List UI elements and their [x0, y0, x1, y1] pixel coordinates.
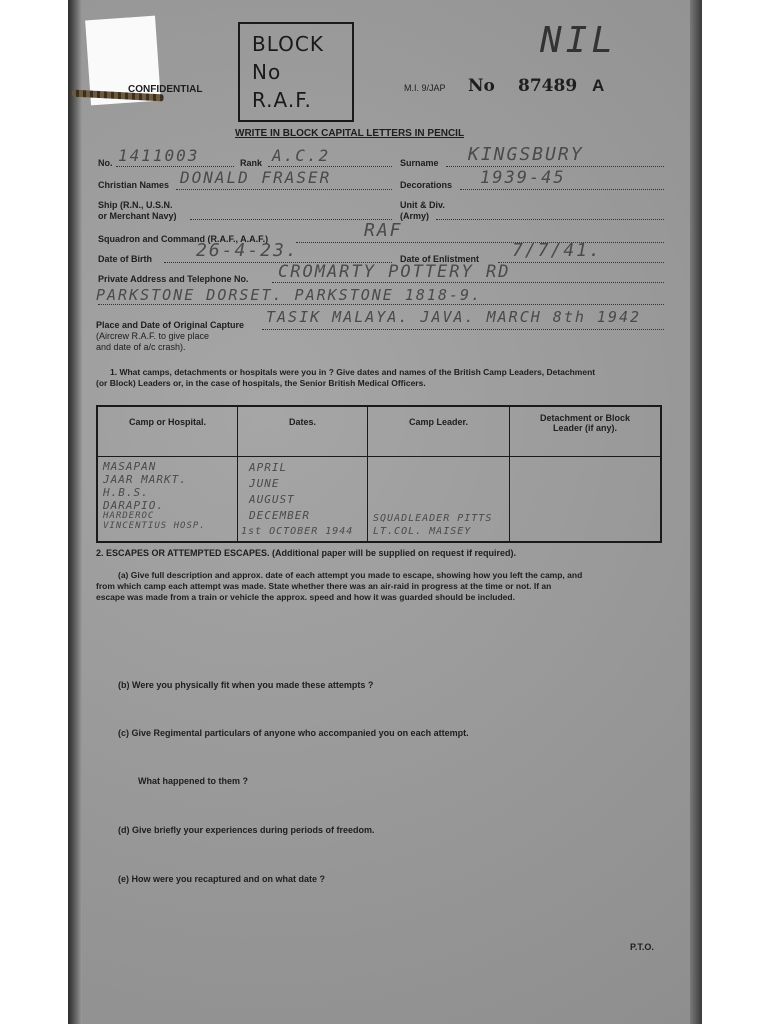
surname-value: KINGSBURY [468, 144, 584, 165]
christian-names-value: DONALD FRASER [180, 168, 332, 187]
list-item: HARDEROC [103, 511, 155, 521]
unit-label-2: (Army) [400, 211, 430, 221]
camps-table [96, 405, 662, 543]
list-item: VINCENTIUS HOSP. [103, 521, 206, 531]
no-label: No. [98, 158, 113, 168]
list-item: DECEMBER [249, 509, 310, 522]
q2a-line-1: (a) Give full description and approx. date of each attempt you made to escape, showing how you left the camp, and [118, 570, 583, 580]
q2d-text: (d) Give briefly your experiences during periods of freedom. [118, 825, 375, 835]
form-number: 87489 [518, 76, 578, 96]
capture-label-3: and date of a/c crash). [96, 342, 186, 352]
list-item: APRIL [249, 461, 288, 474]
q2c-text: (c) Give Regimental particulars of anyone who accompanied you on each attempt. [118, 728, 469, 738]
q2b-text: (b) Were you physically fit when you made these attempts ? [118, 680, 374, 690]
list-item: 1st OCTOBER 1944 [241, 526, 354, 537]
col-detachment-header [510, 406, 662, 457]
form-reference: M.I. 9/JAP [404, 83, 446, 93]
list-item: SQUADLEADER PITTS [373, 513, 493, 524]
detachment-cell [510, 457, 662, 543]
q2e-text: (e) How were you recaptured and on what date ? [118, 874, 326, 884]
squadron-label: Squadron and Command (R.A.F., A.A.F.) [98, 234, 269, 244]
rank-label: Rank [240, 158, 263, 168]
unit-label-1: Unit & Div. [400, 200, 445, 210]
decorations-value: 1939-45 [480, 168, 566, 188]
ship-label-1: Ship (R.N., U.S.N. [98, 200, 173, 210]
list-item: H.B.S. [103, 486, 149, 499]
squadron-value: RAF [364, 220, 403, 241]
pencil-instruction: WRITE IN BLOCK CAPITAL LETTERS IN PENCIL [235, 128, 465, 139]
address-line-2: PARKSTONE DORSET. PARKSTONE 1818-9. [96, 286, 483, 304]
christian-names-label: Christian Names [98, 180, 170, 190]
col-dates-header: Dates. [238, 406, 368, 457]
q1-text-1: 1. What camps, detachments or hospitals were you in ? Give dates and names of the British Camp Leaders, Detachment [110, 367, 596, 377]
capture-value: TASIK MALAYA. JAVA. MARCH 8th 1942 [266, 308, 642, 326]
camps-cell [97, 457, 238, 543]
block-raf-stamp [238, 22, 354, 122]
leader-cell [368, 457, 510, 543]
col-detachment-line-2: Leader (if any). [552, 423, 617, 433]
list-item: DARAPIO. [103, 499, 164, 512]
form-suffix: A [592, 76, 605, 95]
q1-text-2: (or Block) Leaders or, in the case of hospitals, the Senior British Medical Officers. [96, 378, 426, 388]
stamp-line-1: BLOCK [252, 32, 324, 56]
enlistment-value: 7/7/41. [512, 240, 602, 261]
surname-label: Surname [400, 158, 439, 168]
q2c-followup: What happened to them ? [138, 776, 248, 786]
list-item: MASAPAN [103, 460, 157, 473]
address-label: Private Address and Telephone No. [98, 274, 249, 284]
q2-heading: 2. ESCAPES OR ATTEMPTED ESCAPES. (Additional paper will be supplied on request if required). [96, 548, 517, 558]
capture-label-1: Place and Date of Original Capture [96, 320, 245, 330]
list-item: LT.COL. MAISEY [373, 526, 472, 537]
dob-value: 26-4-23. [196, 240, 299, 261]
col-leader-header: Camp Leader. [368, 406, 510, 457]
classification-label: CONFIDENTIAL [128, 84, 203, 95]
col-detachment-line-1: Detachment or Block [539, 413, 631, 423]
address-line-1: CROMARTY POTTERY RD [278, 262, 511, 282]
dob-label: Date of Birth [98, 254, 152, 264]
rank-value: A.C.2 [272, 146, 331, 165]
list-item: AUGUST [249, 493, 295, 506]
scan-margin [0, 0, 72, 1024]
stamp-line-2: No [252, 60, 282, 84]
list-item: JAAR MARKT. [103, 473, 187, 486]
binding-edge [68, 0, 82, 1024]
service-number: 1411003 [118, 146, 200, 165]
number-label: No [468, 76, 495, 96]
paper-right-edge [690, 0, 702, 1024]
dates-cell [238, 457, 368, 543]
list-item: JUNE [249, 477, 280, 490]
decorations-label: Decorations [400, 180, 453, 190]
pto-label: P.T.O. [630, 942, 654, 952]
col-camp-header: Camp or Hospital. [97, 406, 238, 457]
q2a-line-2: from which camp each attempt was made. State whether there was an air-raid in progress at the time or not. If an [96, 581, 552, 591]
stamp-line-3: R.A.F. [252, 88, 312, 112]
capture-label-2: (Aircrew R.A.F. to give place [96, 331, 210, 341]
enlistment-label: Date of Enlistment [400, 254, 480, 264]
q2a-line-3: escape was made from a train or vehicle the approx. speed and how it was guarded should be included. [96, 592, 515, 602]
ship-label-2: or Merchant Navy) [98, 211, 177, 221]
nil-annotation: NIL [540, 20, 618, 61]
